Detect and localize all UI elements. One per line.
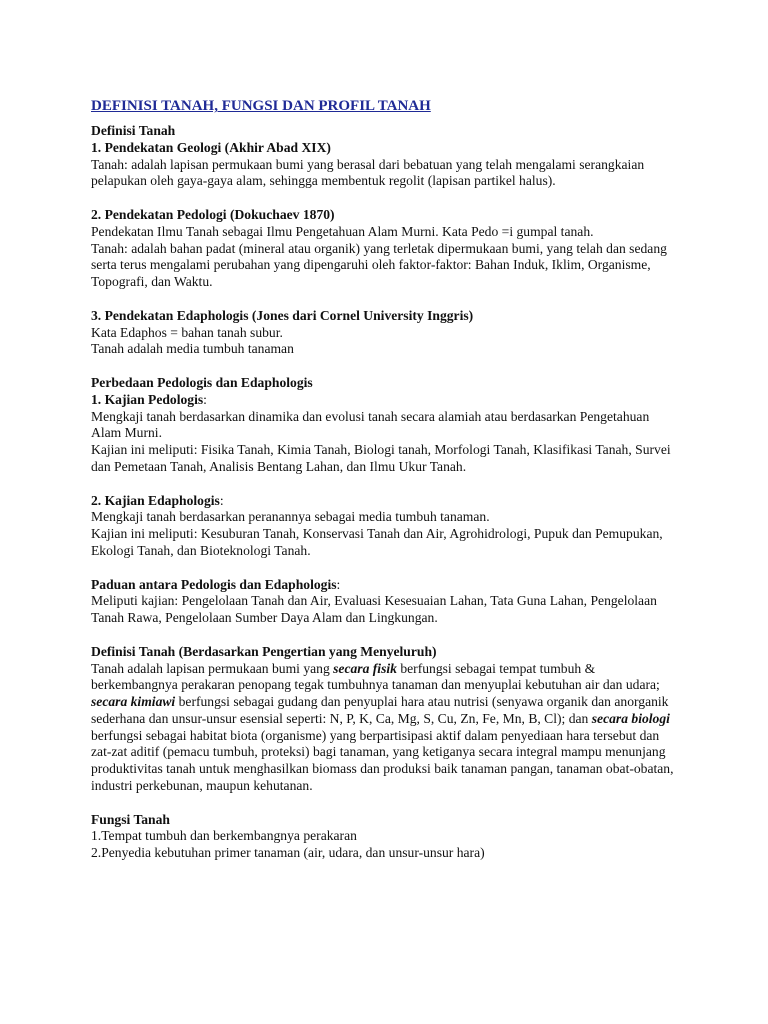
text-part-3: berfungsi sebagai gudang dan penyuplai hara atau nutrisi (senyawa organik dan anorganik sederhana dan unsur-unsur esensial seperti: N, P, K, Ca, Mg, S, Cu, Zn, Fe, Mn, B, Cl); dan [91,694,669,726]
colon: : [203,391,207,407]
list-item-2: 2.Penyedia kebutuhan primer tanaman (air, udara, dan unsur-unsur hara) [91,845,485,861]
section-geologi [91,123,681,190]
section-kajian-pedologis [91,375,681,476]
subheading-kajian-pedologis-line [91,392,681,409]
colon: : [219,492,224,508]
paragraph-paduan: Meliputi kajian: Pengelolaan Tanah dan Air, Evaluasi Kesesuaian Lahan, Tata Guna Lahan, Pengelolaan Tanah Rawa, Pengelolaan Sumber Daya Alam dan Lingkungan. [91,593,657,626]
text-part-2: berfungsi sebagai tempat tumbuh & berkembangnya perakaran penopang tegak tumbuhnya tanaman dan menyuplai kebutuhan air dan udara; [91,660,660,693]
heading-fungsi-tanah: Fungsi Tanah [91,811,170,827]
subheading-pedologi: 2. Pendekatan Pedologi (Dokuchaev 1870) [91,206,335,222]
paragraph-kajian-pedologis-2: Kajian ini meliputi: Fisika Tanah, Kimia Tanah, Biologi tanah, Morfologi Tanah, Klasifikasi Tanah, Survei dan Pemetaan Tanah, Analisis Bentang Lahan, dan Ilmu Ukur Tanah. [91,442,671,474]
paragraph-pedologi-1: Pendekatan Ilmu Tanah sebagai Ilmu Pengetahuan Alam Murni. Kata Pedo =i gumpal tanah. [91,223,594,239]
section-definisi-menyeluruh [91,644,681,795]
section-fungsi-tanah [91,812,681,862]
colon: : [336,576,341,592]
section-paduan [91,577,681,627]
text-part-1: Tanah adalah lapisan permukaan bumi yang [91,660,334,676]
paragraph-edaphologis-1: Kata Edaphos = bahan tanah subur. [91,324,283,340]
subheading-kajian-edaphologis: 2. Kajian Edaphologis [91,492,220,508]
section-edaphologis [91,308,681,358]
emphasis-secara-kimiawi: secara kimiawi [91,694,176,710]
document-page [91,97,681,879]
emphasis-secara-fisik: secara fisik [333,660,397,676]
subheading-kajian-edaphologis-line [91,493,681,510]
heading-definisi-tanah: Definisi Tanah [91,123,176,138]
paragraph-definisi-menyeluruh [91,661,681,795]
subheading-geologi: 1. Pendekatan Geologi (Akhir Abad XIX) [91,139,331,155]
heading-perbedaan: Perbedaan Pedologis dan Edaphologis [91,374,313,390]
paragraph-kajian-edaphologis-2: Kajian ini meliputi: Kesuburan Tanah, Konservasi Tanah dan Air, Agrohidrologi, Pupuk dan Pemupukan, Ekologi Tanah, dan Bioteknologi Tanah. [91,526,663,558]
subheading-kajian-pedologis: 1. Kajian Pedologis [91,391,204,407]
subheading-edaphologis: 3. Pendekatan Edaphologis (Jones dari Cornel University Inggris) [91,307,474,323]
section-pedologi [91,207,681,291]
section-kajian-edaphologis [91,493,681,560]
paragraph-edaphologis-2: Tanah adalah media tumbuh tanaman [91,341,294,357]
heading-definisi-menyeluruh: Definisi Tanah (Berdasarkan Pengertian yang Menyeluruh) [91,643,437,659]
paragraph-kajian-edaphologis-1: Mengkaji tanah berdasarkan peranannya sebagai media tumbuh tanaman. [91,509,490,525]
paragraph-pedologi-2: Tanah: adalah bahan padat (mineral atau organik) yang terletak dipermukaan bumi, yang telah dan sedang serta terus mengalami perubahan yang dipengaruhi oleh faktor-faktor: Bahan Induk, Iklim, Organisme, Topografi, dan Waktu. [91,240,667,290]
emphasis-secara-biologi: secara biologi [591,710,670,726]
list-item-1: 1.Tempat tumbuh dan berkembangnya perakaran [91,828,357,844]
paragraph-geologi: Tanah: adalah lapisan permukaan bumi yang berasal dari bebatuan yang telah mengalami serangkaian pelapukan oleh gaya-gaya alam, sehingga membentuk regolit (lapisan partikel halus). [91,156,645,189]
subheading-paduan: Paduan antara Pedologis dan Edaphologis [91,576,337,592]
document-title: DEFINISI TANAH, FUNGSI DAN PROFIL TANAH [91,98,431,114]
subheading-paduan-line [91,577,681,594]
paragraph-kajian-pedologis-1: Mengkaji tanah berdasarkan dinamika dan evolusi tanah secara alamiah atau berdasarkan Pengetahuan Alam Murni. [91,408,650,441]
text-part-4: berfungsi sebagai habitat biota (organisme) yang berpartisipasi aktif dalam penyediaan hara tersebut dan zat-zat aditif (pemacu tumbuh, proteksi) bagi tanaman, yang ketiganya secara integral mampu menunjang produktivitas tanah untuk menghasilkan biomass dan produksi baik tanaman pangan, tanaman obat-obatan, industri perkebunan, maupun kehutanan. [91,727,674,794]
